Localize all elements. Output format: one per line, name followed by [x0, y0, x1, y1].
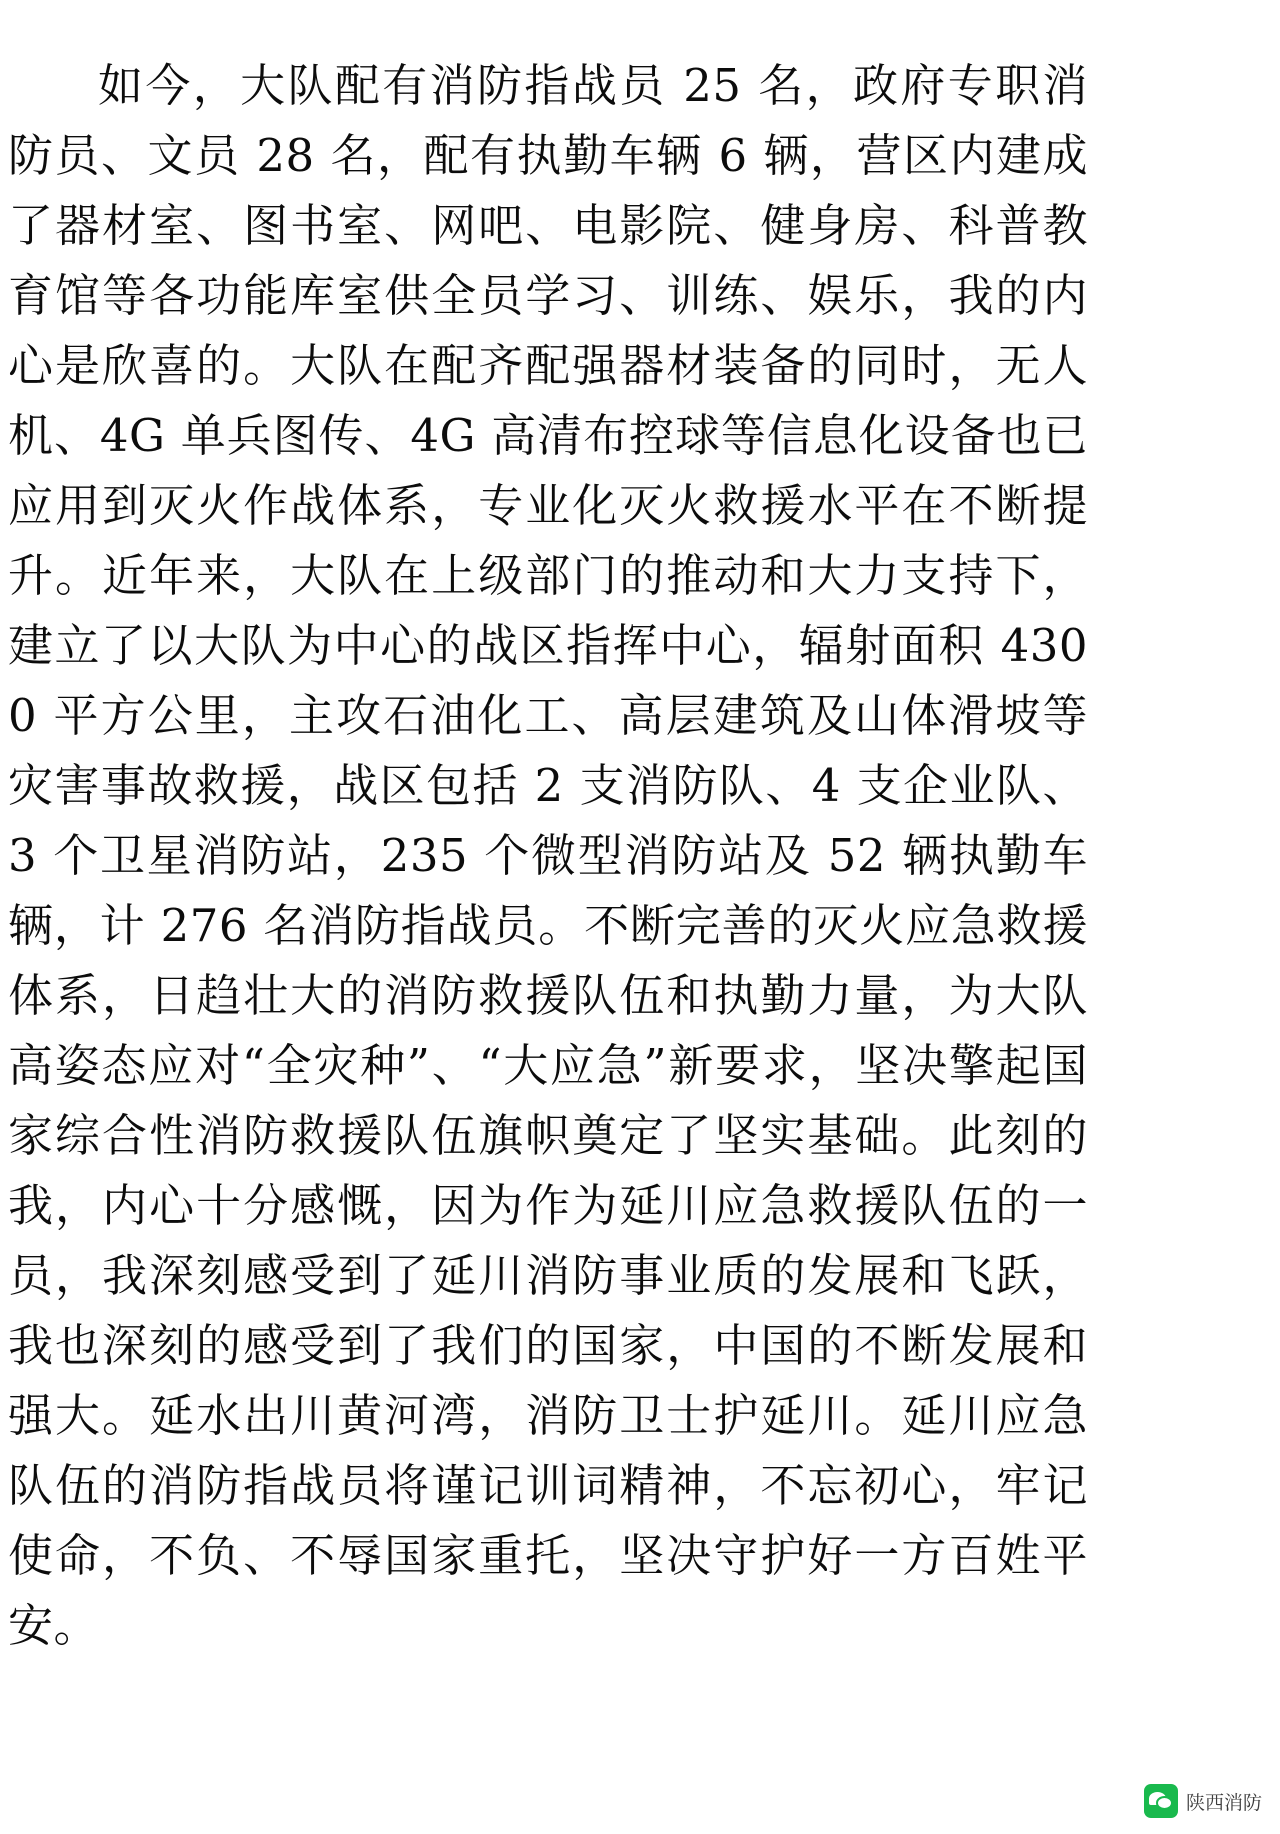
- wechat-icon: [1144, 1784, 1178, 1818]
- article-body-text: 如今，大队配有消防指战员 25 名，政府专职消防员、文员 28 名，配有执勤车辆 6 辆，营区内建成了器材室、图书室、网吧、电影院、健身房、科普教育馆等各功能库室供全员学习、训练、娱乐，我的内心是欣喜的。大队在配齐配强器材装备的同时，无人机、4G 单兵图传、4G 高清布控球等信息化设备也已应用到灭火作战体系，专业化灭火救援水平在不断提升。近年来，大队在上级部门的推动和大力支持下，建立了以大队为中心的战区指挥中心，辐射面积 4300 平方公里，主攻石油化工、高层建筑及山体滑坡等灾害事故救援，战区包括 2 支消防队、4 支企业队、3 个卫星消防站，235 个微型消防站及 52 辆执勤车辆，计 276 名消防指战员。不断完善的灭火应急救援体系，日趋壮大的消防救援队伍和执勤力量，为大队高姿态应对“全灾种”、“大应急”新要求，坚决擎起国家综合性消防救援队伍旗帜奠定了坚实基础。此刻的我，内心十分感慨，因为作为延川应急救援队伍的一员，我深刻感受到了延川消防事业质的发展和飞跃，我也深刻的感受到了我们的国家，中国的不断发展和强大。延水出川黄河湾，消防卫士护延川。延川应急队伍的消防指战员将谨记训词精神，不忘初心，牢记使命，不负、不辱国家重托，坚决守护好一方百姓平安。: [8, 59, 1088, 1652]
- watermark-label: 陕西消防: [1185, 1791, 1262, 1814]
- watermark: [1144, 1784, 1262, 1818]
